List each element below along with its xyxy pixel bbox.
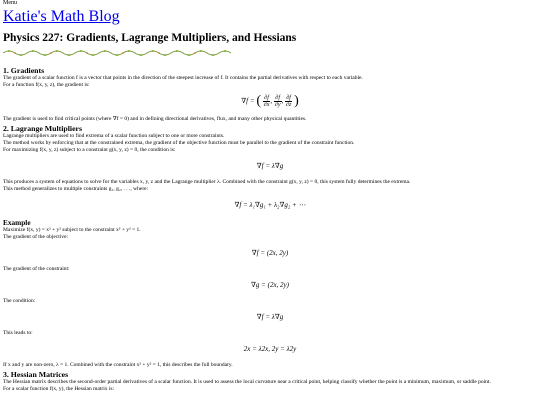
fraction: $\frac{\partial f}{\partial y}$ [274, 95, 281, 108]
example-paragraph-5: This leads to: [3, 330, 33, 336]
section-heading-hessian: 3. Hessian Matrices [3, 370, 69, 379]
example-system-equation: 2x = λ2x, 2y = λ2y [243, 345, 297, 353]
fraction: $\frac{\partial f}{\partial x}$ [263, 95, 270, 108]
section-heading-example: Example [3, 218, 31, 227]
section-heading-lagrange: 2. Lagrange Multipliers [3, 124, 83, 133]
lagrange-paragraph-3: For maximizing f(x, y, z) subject to a constraint g(x, y, z) = 0, the condition is: [3, 147, 176, 153]
lagrange-paragraph-5: This method generalizes to multiple constraints g₁, g₂, . . ., where: [3, 186, 149, 192]
hessian-paragraph-2: For a scalar function f(x, y), the Hessian matrix is: [3, 386, 115, 392]
lagrange-paragraph-2: The method works by enforcing that at the constrained extrema, the gradient of the objective function must be parallel to the gradient of the constraint function. [3, 140, 355, 146]
lagrange-condition-equation: ∇f = λ∇g [256, 162, 284, 170]
paren-left: ( [256, 93, 261, 109]
section-heading-gradients: 1. Gradients [3, 66, 45, 75]
post-title: Physics 227: Gradients, Lagrange Multipliers, and Hessians [3, 32, 297, 44]
gradient-equation: ∇f = ( $\frac{\partial f}{\partial x}$ , $\frac{\partial f}{\partial y}$ , $\frac{\partial f}{\partial z}$ ) [241, 93, 299, 109]
hessian-paragraph-1: The Hessian matrix describes the second-order partial derivatives of a scalar function. It is used to assess the local curvature near a critical point, helping classify whether the point is a minimum, maximum, or saddle point. [3, 379, 491, 385]
lagrange-multi-constraint-equation: ∇f = λ₁∇g₁ + λ₂∇g₂ + ⋯ [234, 201, 306, 209]
example-paragraph-4: The condition: [3, 298, 36, 304]
paren-right: ) [294, 93, 299, 109]
vine-divider-decoration [3, 49, 235, 57]
example-condition-equation: ∇f = λ∇g [256, 313, 284, 321]
gradient-eq-lhs: ∇f = [241, 97, 255, 106]
example-paragraph-3: The gradient of the constraint: [3, 266, 70, 272]
lagrange-paragraph-1: Lagrange multipliers are used to find extrema of a scalar function subject to one or more constraints. [3, 133, 225, 139]
example-objective-gradient-equation: ∇f = (2x, 2y) [251, 249, 289, 257]
fraction: $\frac{\partial f}{\partial z}$ [286, 95, 292, 108]
example-constraint-gradient-equation: ∇g = (2x, 2y) [251, 281, 289, 289]
example-paragraph-1: Maximize f(x, y) = x² + y² subject to the constraint x² + y² = 1. [3, 227, 141, 233]
gradients-paragraph-1: The gradient of a scalar function f is a vector that points in the direction of the steepest increase of f. It contains the partial derivatives with respect to each variable. [3, 75, 363, 81]
gradients-paragraph-2: For a function f(x, y, z), the gradient is: [3, 82, 90, 88]
gradients-paragraph-3: The gradient is used to find critical points (where ∇f = 0) and in defining directional derivatives, flux, and many other physical quantities. [3, 116, 307, 122]
menu-button[interactable]: Menu [3, 0, 17, 6]
blog-title-link[interactable]: Katie's Math Blog [3, 8, 120, 25]
example-paragraph-2: The gradient of the objective: [3, 234, 69, 240]
lagrange-paragraph-4: This produces a system of equations to solve for the variables x, y, z and the Lagrange multiplier λ. Combined with the constraint g(x, y, z) = 0, this system fully determines the extrema. [3, 179, 411, 185]
example-paragraph-6: If x and y are non-zero, λ = 1. Combined with the constraint x² + y² = 1, this describes the full boundary. [3, 362, 233, 368]
